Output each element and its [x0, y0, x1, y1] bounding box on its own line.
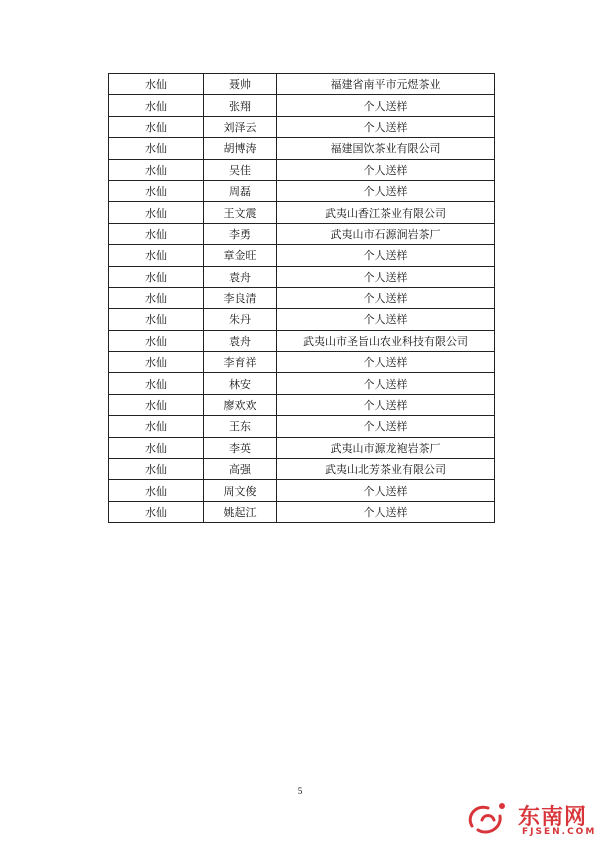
page-number: 5 [297, 786, 303, 796]
organization-cell: 个人送样 [277, 245, 495, 266]
organization-cell: 个人送样 [277, 287, 495, 308]
variety-cell: 水仙 [109, 180, 204, 201]
table-row [109, 266, 495, 287]
organization-cell: 个人送样 [277, 309, 495, 330]
organization-cell: 个人送样 [277, 373, 495, 394]
table-row [109, 138, 495, 159]
name-cell: 廖欢欢 [204, 394, 277, 415]
variety-cell: 水仙 [109, 159, 204, 180]
name-cell: 袁舟 [204, 266, 277, 287]
name-cell: 李勇 [204, 223, 277, 244]
organization-cell: 个人送样 [277, 480, 495, 501]
variety-cell: 水仙 [109, 116, 204, 137]
name-cell: 周文俊 [204, 480, 277, 501]
sample-registration-table [108, 73, 495, 523]
name-cell: 高强 [204, 459, 277, 480]
variety-cell: 水仙 [109, 266, 204, 287]
variety-cell: 水仙 [109, 74, 204, 95]
name-cell: 周磊 [204, 180, 277, 201]
table-row [109, 480, 495, 501]
table-row [109, 223, 495, 244]
table-row [109, 116, 495, 137]
organization-cell: 个人送样 [277, 159, 495, 180]
name-cell: 李良清 [204, 287, 277, 308]
name-cell: 袁舟 [204, 330, 277, 351]
variety-cell: 水仙 [109, 95, 204, 116]
name-cell: 姚起江 [204, 501, 277, 522]
table-row [109, 159, 495, 180]
name-cell: 朱丹 [204, 309, 277, 330]
name-cell: 王东 [204, 416, 277, 437]
organization-cell: 武夷山北芳茶业有限公司 [277, 459, 495, 480]
table-row [109, 95, 495, 116]
variety-cell: 水仙 [109, 245, 204, 266]
variety-cell: 水仙 [109, 330, 204, 351]
table-row [109, 180, 495, 201]
name-cell: 聂帅 [204, 74, 277, 95]
organization-cell: 武夷山香江茶业有限公司 [277, 202, 495, 223]
organization-cell: 武夷山市源龙袍岩茶厂 [277, 437, 495, 458]
name-cell: 李英 [204, 437, 277, 458]
watermark-subtext: FJSEN.COM [522, 827, 597, 837]
name-cell: 张翔 [204, 95, 277, 116]
table-body [109, 74, 495, 523]
variety-cell: 水仙 [109, 202, 204, 223]
organization-cell: 福建省南平市元煜茶业 [277, 74, 495, 95]
table-row [109, 373, 495, 394]
organization-cell: 个人送样 [277, 116, 495, 137]
organization-cell: 武夷山市石源涧岩茶厂 [277, 223, 495, 244]
name-cell: 李育祥 [204, 352, 277, 373]
table-row [109, 330, 495, 351]
variety-cell: 水仙 [109, 309, 204, 330]
table-row [109, 287, 495, 308]
watermark-text: 东南网 [518, 805, 588, 830]
organization-cell: 个人送样 [277, 266, 495, 287]
table-row [109, 459, 495, 480]
variety-cell: 水仙 [109, 437, 204, 458]
variety-cell: 水仙 [109, 223, 204, 244]
table-row [109, 245, 495, 266]
name-cell: 王文震 [204, 202, 277, 223]
variety-cell: 水仙 [109, 480, 204, 501]
table-row [109, 352, 495, 373]
variety-cell: 水仙 [109, 287, 204, 308]
table-row [109, 394, 495, 415]
organization-cell: 武夷山市圣旨山农业科技有限公司 [277, 330, 495, 351]
name-cell: 章金旺 [204, 245, 277, 266]
organization-cell: 个人送样 [277, 352, 495, 373]
organization-cell: 福建国饮茶业有限公司 [277, 138, 495, 159]
variety-cell: 水仙 [109, 501, 204, 522]
variety-cell: 水仙 [109, 373, 204, 394]
name-cell: 胡博涛 [204, 138, 277, 159]
table-row [109, 74, 495, 95]
table-row [109, 416, 495, 437]
table-row [109, 437, 495, 458]
table-row [109, 309, 495, 330]
variety-cell: 水仙 [109, 416, 204, 437]
name-cell: 吴佳 [204, 159, 277, 180]
name-cell: 刘泽云 [204, 116, 277, 137]
variety-cell: 水仙 [109, 352, 204, 373]
organization-cell: 个人送样 [277, 501, 495, 522]
table-row [109, 501, 495, 522]
organization-cell: 个人送样 [277, 416, 495, 437]
organization-cell: 个人送样 [277, 180, 495, 201]
variety-cell: 水仙 [109, 394, 204, 415]
variety-cell: 水仙 [109, 138, 204, 159]
organization-cell: 个人送样 [277, 95, 495, 116]
table-row [109, 202, 495, 223]
name-cell: 林安 [204, 373, 277, 394]
variety-cell: 水仙 [109, 459, 204, 480]
organization-cell: 个人送样 [277, 394, 495, 415]
